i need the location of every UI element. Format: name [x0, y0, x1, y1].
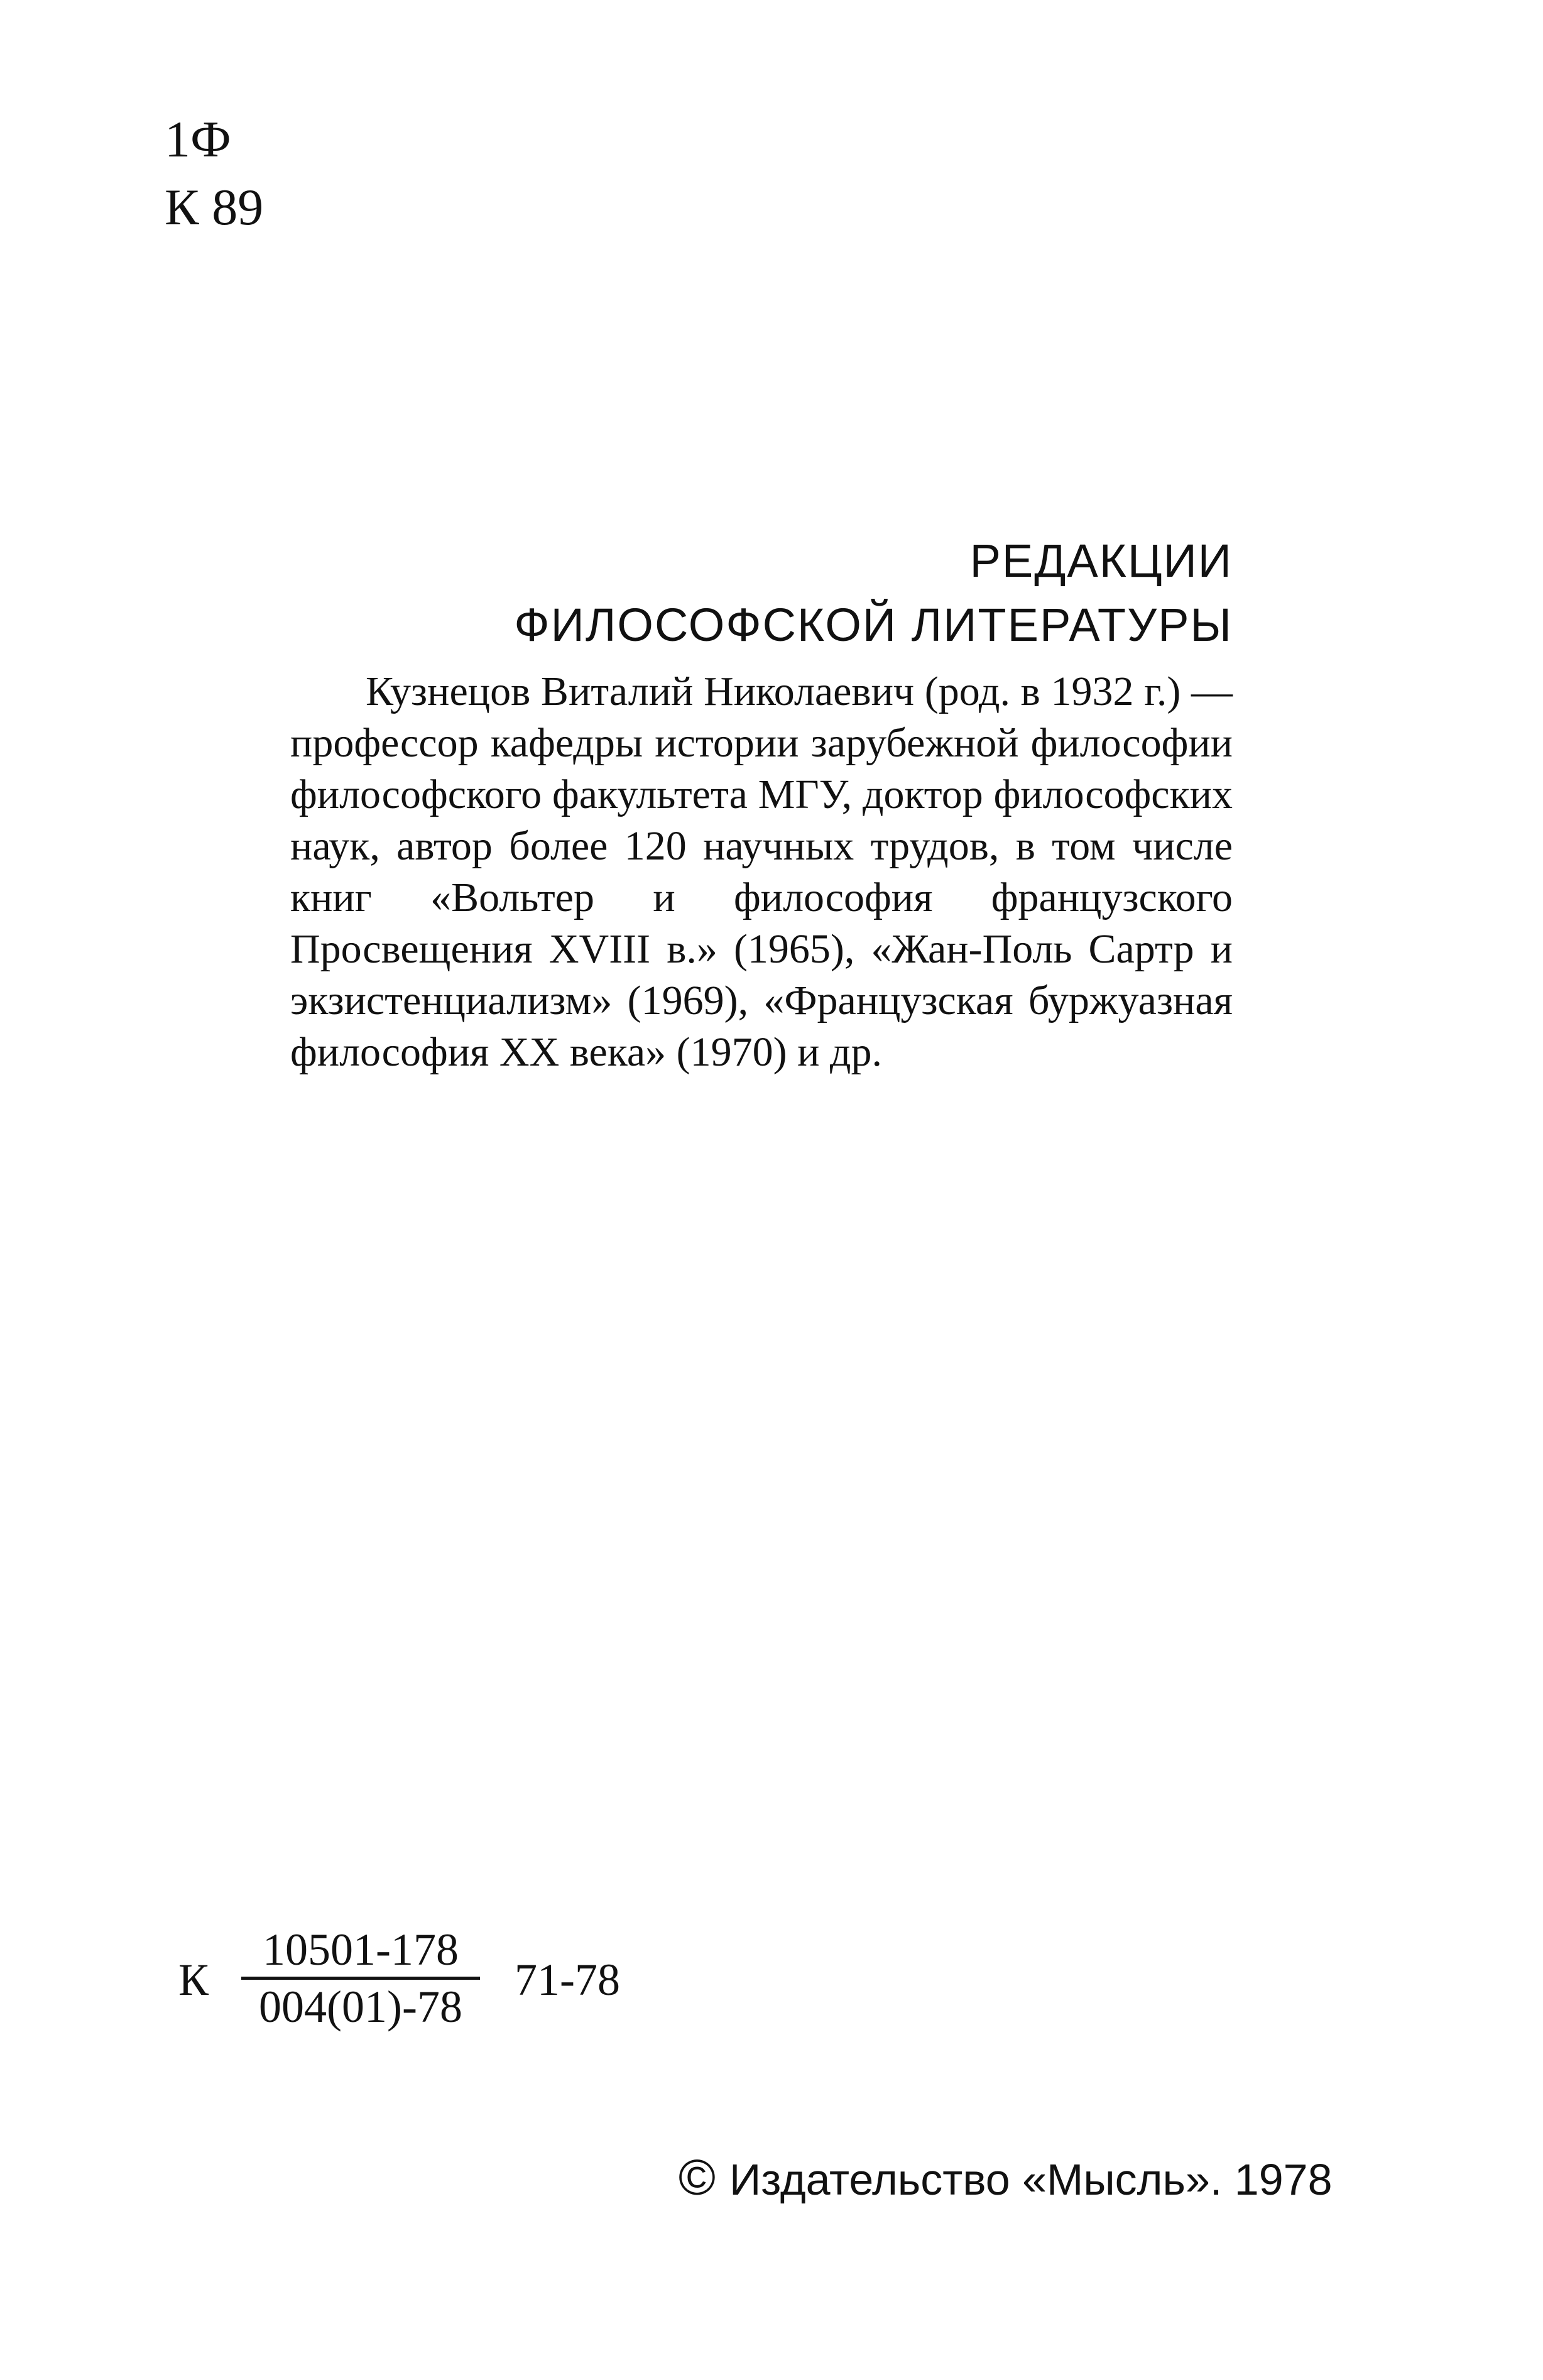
catalog-numerator: 10501-178 — [263, 1924, 459, 1975]
catalog-letter: К — [178, 1955, 209, 2005]
copyright-line — [679, 2149, 1333, 2207]
author-bio: Кузнецов Виталий Николаевич (род. в 1932 г.) — профессор кафедры истории зарубежной философии философского факультета МГУ, доктор философских наук, автор более 120 научных трудов, в том числе книг «Вольтер и философия французского Просвещения XVIII в.» (1965), «Жан-Поль Сартр и экзистенциализм» (1969), «Французская буржуазная философия XX века» (1970) и др. — [290, 669, 1233, 1075]
edition-title — [314, 529, 1233, 657]
copyright-symbol: © — [679, 2149, 716, 2205]
catalog-fraction — [241, 1923, 480, 2034]
copyright-text: Издательство «Мысль». 1978 — [729, 2155, 1333, 2204]
edition-title-line-2: ФИЛОСОФСКОЙ ЛИТЕРАТУРЫ — [514, 599, 1233, 651]
catalog-denominator: 004(01)-78 — [241, 1977, 480, 2034]
classification-line-2: К 89 — [165, 178, 264, 236]
classification-code — [165, 106, 263, 241]
catalog-index — [178, 1923, 744, 2048]
classification-line-1: 1Ф — [165, 111, 231, 168]
catalog-code: 71-78 — [515, 1955, 620, 2005]
edition-title-line-1: РЕДАКЦИИ — [969, 535, 1233, 587]
